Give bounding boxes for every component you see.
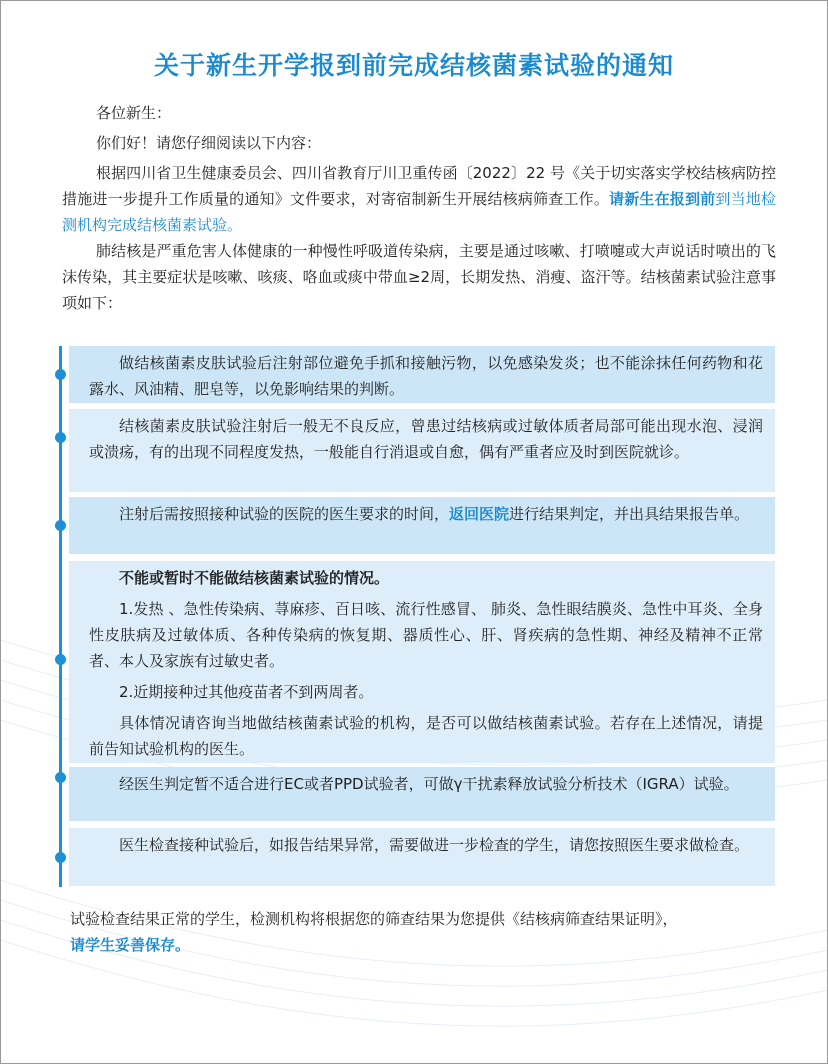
note-text: 做结核菌素皮肤试验后注射部位避免手抓和接触污物，以免感染发炎；也不能涂抹任何药物和花露水、风油精、肥皂等，以免影响结果的判断。 (89, 354, 763, 398)
contraindication-item: 1.发热 、急性传染病、荨麻疹、百日咳、流行性感冒、 肺炎、急性眼结膜炎、急性中耳炎、全身性皮肤病及过敏体质、各种传染病的恢复期、器质性心、肝、肾疾病的急性期、神经及精神不正常者、本人及家族有过敏史者。 (89, 600, 763, 670)
intro-line: 你们好！请您仔细阅读以下内容： (96, 134, 322, 152)
note-text: 结核菌素皮肤试验注射后一般无不良反应，曾患过结核病或过敏体质者局部可能出现水泡、浸润或溃疡，有的出现不同程度发热，一般能自行消退或自愈，偶有严重者应及时到医院就诊。 (89, 417, 763, 461)
timeline-line (59, 346, 62, 887)
contraindication-advice: 具体情况请咨询当地做结核菌素试验的机构，是否可以做结核菌素试验。若存在上述情况，请提前告知试验机构的医生。 (89, 714, 763, 758)
note-text (89, 501, 763, 527)
return-hospital-highlight: 返回医院 (449, 505, 510, 523)
note-text-before: 注射后需按照接种试验的医院的医生要求的时间， (119, 505, 450, 523)
timeline-dot (55, 772, 66, 783)
footer-paragraph (70, 906, 760, 958)
timeline-dot (55, 369, 66, 380)
timeline-dot (55, 654, 66, 665)
timeline-dot (55, 852, 66, 863)
note-text: 医生检查接种试验后，如报告结果异常，需要做进一步检查的学生，请您按照医生要求做检查。 (119, 836, 750, 854)
timeline-dot (55, 432, 66, 443)
note-box (69, 346, 775, 403)
paragraph-policy (62, 160, 776, 238)
note-box (69, 767, 775, 821)
footer-text: 试验检查结果正常的学生，检测机构将根据您的筛查结果为您提供《结核病筛查结果证明》， (70, 910, 678, 928)
policy-highlight: 到当地检测机构完成结核菌素试验。 (62, 190, 776, 234)
timeline-dot (55, 520, 66, 531)
note-text-after: 进行结果判定，并出具结果报告单。 (509, 505, 750, 523)
note-box (69, 409, 775, 492)
contraindications-heading: 不能或暂时不能做结核菌素试验的情况。 (119, 569, 390, 587)
note-box (69, 828, 775, 886)
contraindication-item: 2.近期接种过其他疫苗者不到两周者。 (119, 683, 374, 701)
policy-text: 根据四川省卫生健康委员会、四川省教育厅川卫重传函〔2022〕22 号《关于切实落实学校结核病防控措施进一步提升工作质量的通知》文件要求，对寄宿制新生开展结核病筛查工作。 (62, 164, 776, 208)
paragraph-tb-intro: 肺结核是严重危害人体健康的一种慢性呼吸道传染病，主要是通过咳嗽、打喷嚏或大声说话时喷出的飞沫传染，其主要症状是咳嗽、咳痰、咯血或痰中带血≥2周，长期发热、消瘦、盗汗等。结核菌素试验注意事项如下： (62, 242, 776, 312)
contraindications-box (69, 561, 775, 763)
note-text: 经医生判定暂不适合进行EC或者PPD试验者，可做γ干扰素释放试验分析技术（IGRA）试验。 (119, 775, 739, 793)
policy-highlight-bold: 请新生在报到前 (609, 190, 716, 208)
footer-highlight: 请学生妥善保存。 (70, 936, 191, 954)
note-box (69, 497, 775, 554)
greeting: 各位新生： (96, 104, 172, 122)
page-title: 关于新生开学报到前完成结核菌素试验的通知 (153, 51, 674, 80)
